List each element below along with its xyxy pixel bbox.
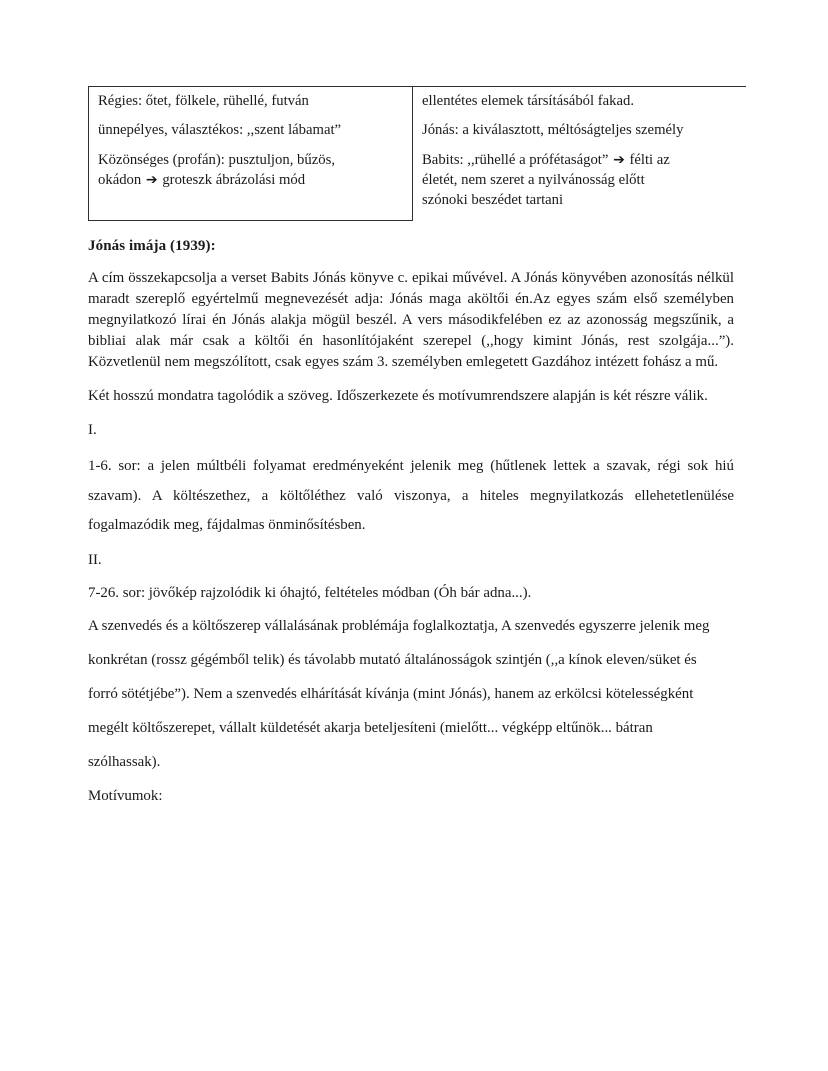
- paragraph-motifs: Motívumok:: [88, 787, 163, 804]
- paragraph-structure: Két hosszú mondatra tagolódik a szöveg. Időszerkezete és motívumrendszere alapján is két részre válik.: [88, 387, 708, 404]
- left-cell-line-4: [98, 171, 403, 191]
- section-title: Jónás imája (1939):: [88, 238, 216, 255]
- comparison-table: [88, 86, 746, 221]
- table-cell-right: [413, 87, 747, 221]
- part-marker-two: II.: [88, 551, 102, 568]
- paragraph-mission: megélt költőszerepet, vállalt küldetését akarja beteljesíteni (mielőtt... végképp eltűnök... bátran: [88, 719, 653, 736]
- paragraph-moral-duty: forró sötétjébe”). Nem a szenvedés elhárítását kívánja (mint Jónás), hanem az erkölcsi kötelességként: [88, 686, 694, 703]
- left-cell-line-1: Régies: őtet, fölkele, rühellé, futván: [98, 93, 309, 109]
- right-cell-line-4: életét, nem szeret a nyilvánosság előtt: [422, 172, 645, 189]
- left-cell-line-2: ünnepélyes, választékos: ,,szent lábamat”: [98, 121, 342, 138]
- right-cell-line-3-text: Babits: ,,rühellé a prófétaságot”: [422, 152, 609, 169]
- right-cell-line-5: szónoki beszédet tartani: [422, 192, 564, 209]
- paragraph-speak: szólhassak).: [88, 753, 161, 770]
- right-cell-line-1: ellentétes elemek társításából fakad.: [422, 93, 635, 109]
- page-content: [88, 86, 734, 820]
- left-cell-line-3: Közönséges (profán): pusztuljon, bűzös,: [98, 152, 335, 169]
- left-cell-line-4-suffix: groteszk ábrázolási mód: [162, 172, 306, 189]
- right-arrow-icon: ➔: [613, 152, 625, 169]
- right-cell-line-3-suffix: félti az: [629, 152, 670, 169]
- paragraph-intro: A cím összekapcsolja a verset Babits Jónás könyve c. epikai művével. A Jónás könyvében azonosítás nélkül maradt szereplő egyértelmű megnevezését adja: Jónás maga aköltői én.Az egyes szám első személyben megnyilatkozó lírai én Jónás alakja mögül beszél. A vers másodikfelében ez az azonosság megszűnik, a bibliai alak már csak a költői én hasonlítójaként szerepel (,,hogy kimint Jónás, rest szolgája...”). Közvetlenül nem megszólított, csak egyes szám 3. személyben emlegetett Gazdához intézett fohász a mű.: [88, 270, 734, 370]
- paragraph-suffering-intro: A szenvedés és a költőszerep vállalásának problémája foglalkoztatja, A szenvedés egyszerre jelenik meg: [88, 618, 710, 635]
- paragraph-part-two: 7-26. sor: jövőkép rajzolódik ki óhajtó, feltételes módban (Óh bár adna...).: [88, 584, 532, 601]
- part-marker-one: I.: [88, 421, 97, 438]
- paragraph-part-one: 1-6. sor: a jelen múltbéli folyamat eredményeként jelenik meg (hűtlenek lettek a szavak, régi sok hiú szavam). A költészethez, a költőléthez való viszonya, a hiteles megnyilatkozás ellehetetlenülése fogalmazódik meg, fájdalmas önminősítésben.: [88, 458, 734, 533]
- right-cell-line-2: Jónás: a kiválasztott, méltóságteljes személy: [422, 121, 684, 138]
- paragraph-concrete: konkrétan (rossz gégémből telik) és távolabb mutató általánosságok szintjén (,,a kínok eleven/süket és: [88, 652, 697, 669]
- right-arrow-icon: ➔: [145, 172, 158, 189]
- table-cell-left: [89, 87, 413, 221]
- table-row: [89, 87, 747, 221]
- left-cell-line-4-text: okádon: [98, 172, 142, 189]
- right-cell-line-3: [422, 151, 737, 171]
